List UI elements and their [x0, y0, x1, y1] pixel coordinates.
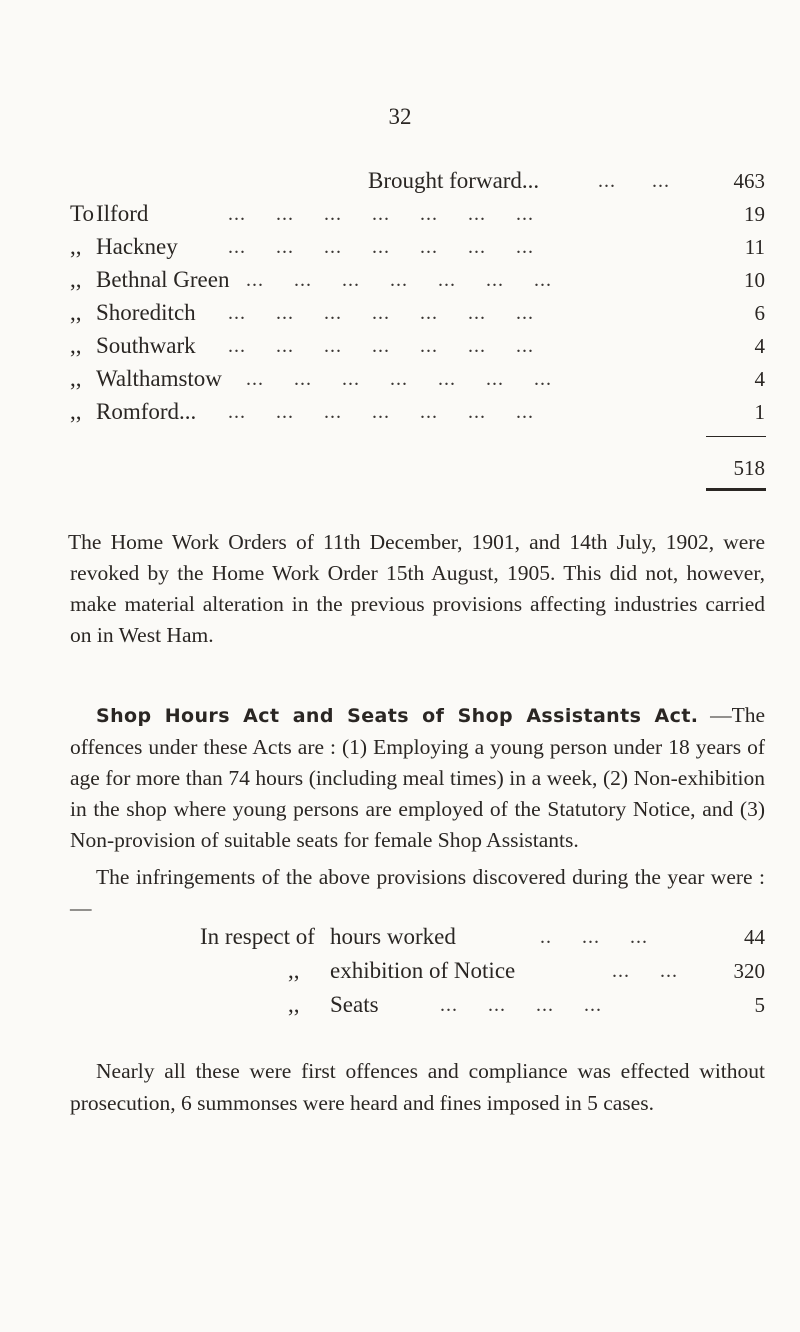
total-rule	[706, 436, 766, 437]
leader-dots: ... ... ... ... ... ... ...	[246, 368, 552, 390]
row-label: Southwark	[96, 333, 196, 358]
row-prefix: ,,	[70, 267, 82, 292]
infringement-value: 44	[744, 925, 765, 949]
infringement-prefix: In respect of	[200, 924, 315, 949]
row-label: Ilford	[96, 201, 149, 226]
row-label: Shoreditch	[96, 300, 196, 325]
leader-dots: ... ...	[598, 170, 670, 192]
leader-dots: ... ... ... ... ... ... ...	[228, 236, 534, 258]
leader-dots: ... ... ... ... ... ... ...	[228, 203, 534, 225]
row-value: 6	[754, 301, 765, 325]
infringement-prefix: ,,	[288, 992, 300, 1017]
row-prefix: ,,	[70, 333, 82, 358]
section-heading: Shop Hours Act and Seats of Shop Assistants Act.	[96, 705, 699, 727]
row-prefix: ,,	[70, 234, 82, 259]
row-value: 4	[754, 367, 765, 391]
leader-dots: ... ... ... ... ... ... ...	[228, 335, 534, 357]
infringements-intro-text: The infringements of the above provisions discovered during the year were :—	[70, 865, 765, 920]
leader-dots: ... ... ... ...	[440, 994, 602, 1016]
page-number: 32	[388, 104, 412, 129]
infringement-prefix: ,,	[288, 958, 300, 983]
row-value: 1	[754, 400, 765, 424]
row-label: Walthamstow	[96, 366, 222, 391]
row-value: 19	[744, 202, 765, 226]
leader-dots: ... ... ... ... ... ... ...	[228, 401, 534, 423]
infringement-label: Seats	[330, 992, 379, 1017]
closing-text: Nearly all these were first offences and compliance was effected without prosecution, 6 summonses were heard and fines imposed in 5 cases.	[70, 1059, 765, 1115]
leader-dots: ... ... ... ... ... ... ...	[228, 302, 534, 324]
shop-hours-section	[70, 700, 765, 856]
total-double-rule	[706, 488, 766, 491]
brought-forward-value: 463	[733, 169, 765, 193]
leader-dots: ... ... ... ... ... ... ...	[246, 269, 552, 291]
row-prefix: ,,	[70, 366, 82, 391]
row-prefix: ,,	[70, 300, 82, 325]
leader-dots: .. ... ...	[540, 926, 648, 948]
brought-forward-label: Brought forward...	[368, 168, 540, 193]
closing-paragraph	[70, 1055, 765, 1119]
section-body: —The offences under these Acts are : (1) Employing a young person under 18 years of age for more than 74 hours (including meal times) in a week, (2) Non-exhibition in the shop where young persons are employed of the Statutory Notice, and (3) Non-provision of suitable seats for female Shop Assistants.	[70, 703, 766, 852]
row-value: 10	[744, 268, 765, 292]
leader-dots: ... ...	[612, 960, 678, 982]
row-label: Romford...	[96, 399, 197, 424]
row-prefix: ,,	[70, 399, 82, 424]
home-work-paragraph	[70, 527, 765, 651]
infringements-intro	[70, 862, 765, 924]
infringement-value: 5	[754, 993, 765, 1017]
infringement-value: 320	[733, 959, 765, 983]
row-value: 4	[754, 334, 765, 358]
infringement-label: exhibition of Notice	[330, 958, 516, 983]
row-label: Bethnal Green	[96, 267, 230, 292]
row-prefix: To	[70, 201, 94, 226]
infringement-label: hours worked	[330, 924, 456, 949]
row-value: 11	[744, 235, 765, 259]
row-label: Hackney	[96, 234, 178, 259]
total-value: 518	[733, 456, 765, 480]
home-work-text: The Home Work Orders of 11th December, 1901, and 14th July, 1902, were revoked by the Home Work Order 15th August, 1905. This did not, however, make material alteration in the previous provisions affecting industries carried on in West Ham.	[68, 530, 765, 647]
